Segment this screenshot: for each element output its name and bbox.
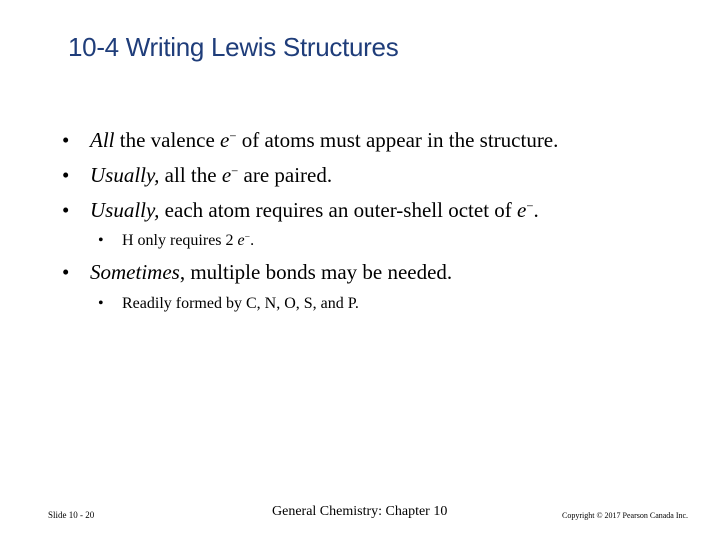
bullet-dot: • [62,260,70,284]
bullet-text: Usually, all the e− are paired. [90,163,333,187]
footer-chapter: General Chemistry: Chapter 10 [272,504,448,519]
bullet-dot: • [62,128,70,152]
bullet-dot: • [98,295,104,312]
bullet-text: Sometimes, multiple bonds may be needed. [90,260,453,284]
bullet-text: Usually, each atom requires an outer-shell octet of e−. [90,198,539,222]
footer-copyright: Copyright © 2017 Pearson Canada Inc. [562,511,689,520]
slide-title: 10-4 Writing Lewis Structures [68,32,399,62]
slide-number: Slide 10 - 20 [48,510,95,520]
bullet-text: H only requires 2 e−. [122,231,255,249]
bullet-dot: • [98,232,104,249]
bullet-dot: • [62,198,70,222]
bullet-text: All the valence e− of atoms must appear in the structure. [90,128,559,152]
bullet-text: Readily formed by C, N, O, S, and P. [122,295,359,312]
bullet-dot: • [62,163,70,187]
